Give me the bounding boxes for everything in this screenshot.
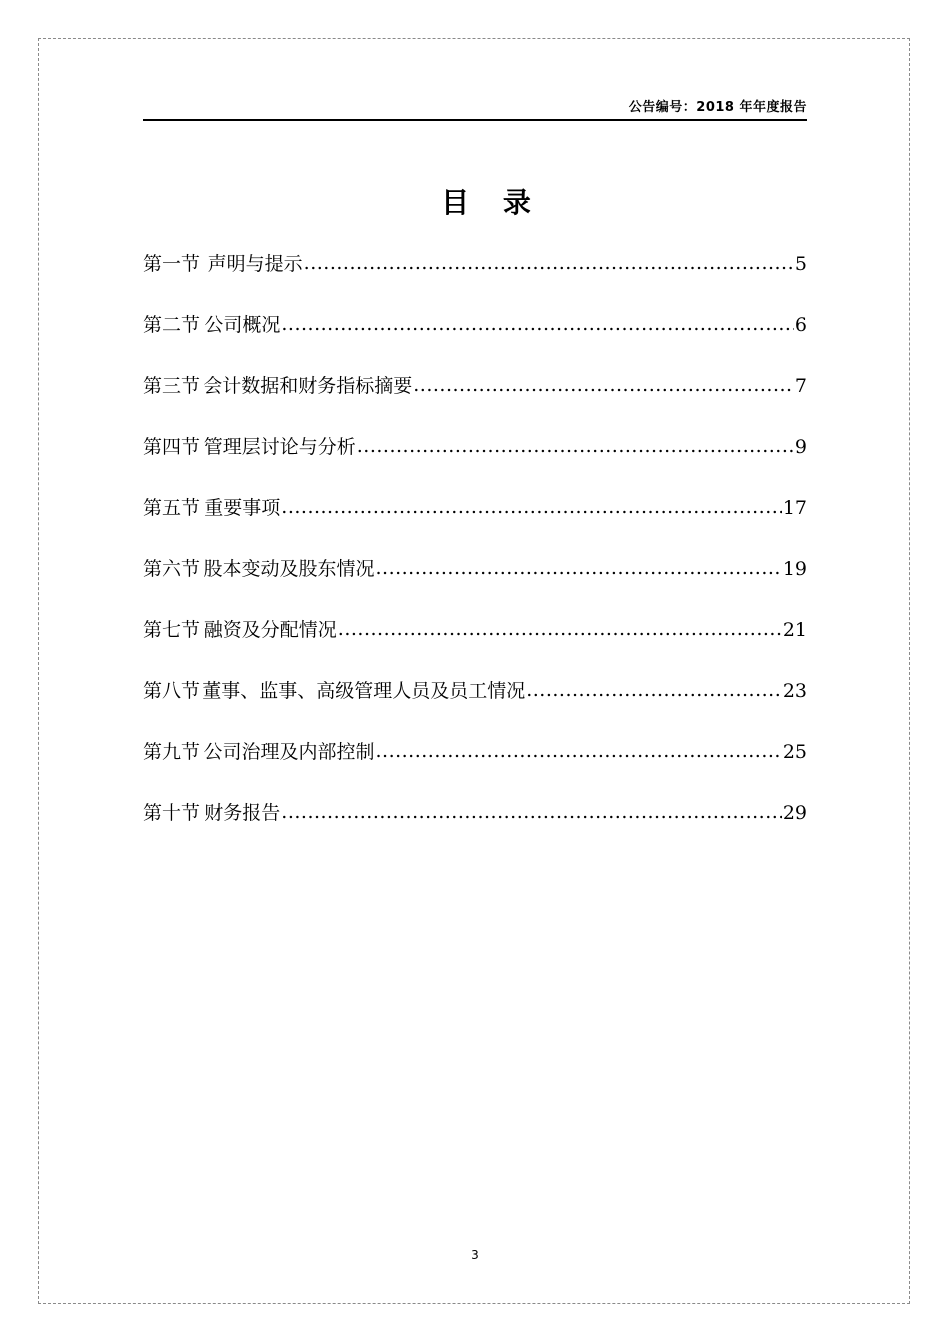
toc-leader-dots <box>375 735 781 767</box>
toc-page-number: 9 <box>794 436 807 458</box>
toc-page-number: 6 <box>794 314 807 336</box>
toc-page-number: 19 <box>782 558 807 580</box>
announcement-header: 公告编号：2018 年年度报告 <box>628 100 807 115</box>
toc-section-number: 第十节 <box>143 802 201 824</box>
page-number: 3 <box>471 1248 479 1262</box>
toc-page-number: 7 <box>794 375 807 397</box>
toc-section-title: 董事、监事、高级管理人员及员工情况 <box>202 680 526 702</box>
toc-leader-dots <box>357 430 794 462</box>
toc-section-number: 第四节 <box>143 436 201 458</box>
toc-page-number: 23 <box>782 680 807 702</box>
toc-page-number: 25 <box>782 741 807 763</box>
toc-section-number: 第三节 <box>143 375 201 397</box>
toc-section-title: 重要事项 <box>204 497 281 519</box>
toc-entry-4[interactable] <box>143 402 807 463</box>
toc-section-title: 财务报告 <box>204 802 281 824</box>
toc-entry-9[interactable] <box>143 707 807 768</box>
toc-section-number: 第九节 <box>143 741 201 763</box>
toc-entry-7[interactable] <box>143 585 807 646</box>
toc-section-title: 融资及分配情况 <box>203 619 337 641</box>
toc-section-title: 声明与提示 <box>207 253 303 275</box>
toc-entry-5[interactable] <box>143 463 807 524</box>
toc-leader-dots <box>375 552 781 584</box>
toc-entry-2[interactable] <box>143 280 807 341</box>
toc-leader-dots <box>526 674 782 706</box>
toc-section-title: 管理层讨论与分析 <box>203 436 356 458</box>
toc-section-number: 第一节 <box>143 253 201 275</box>
toc-leader-dots <box>281 796 782 828</box>
toc-section-title: 公司概况 <box>204 314 281 336</box>
toc-leader-dots <box>413 369 794 401</box>
toc-entry-8[interactable] <box>143 646 807 707</box>
header-rule <box>143 119 807 121</box>
toc-leader-dots <box>338 613 782 645</box>
toc-section-title: 公司治理及内部控制 <box>203 741 375 763</box>
toc-section-number: 第六节 <box>143 558 201 580</box>
toc-leader-dots <box>281 308 794 340</box>
toc-entry-1[interactable] <box>143 248 807 280</box>
toc-leader-dots <box>281 491 782 523</box>
toc-leader-dots <box>304 247 794 279</box>
toc-list <box>143 248 807 829</box>
toc-entry-6[interactable] <box>143 524 807 585</box>
toc-title: 目 录 <box>441 186 543 219</box>
toc-page-number: 29 <box>782 802 807 824</box>
toc-page-number: 17 <box>782 497 807 519</box>
toc-section-title: 会计数据和财务指标摘要 <box>203 375 413 397</box>
toc-entry-10[interactable] <box>143 768 807 829</box>
toc-page-number: 5 <box>794 253 807 275</box>
toc-section-title: 股本变动及股东情况 <box>203 558 375 580</box>
toc-section-number: 第八节 <box>143 680 201 702</box>
toc-section-number: 第七节 <box>143 619 201 641</box>
toc-entry-3[interactable] <box>143 341 807 402</box>
toc-section-number: 第五节 <box>143 497 201 519</box>
toc-page-number: 21 <box>782 619 807 641</box>
toc-section-number: 第二节 <box>143 314 201 336</box>
